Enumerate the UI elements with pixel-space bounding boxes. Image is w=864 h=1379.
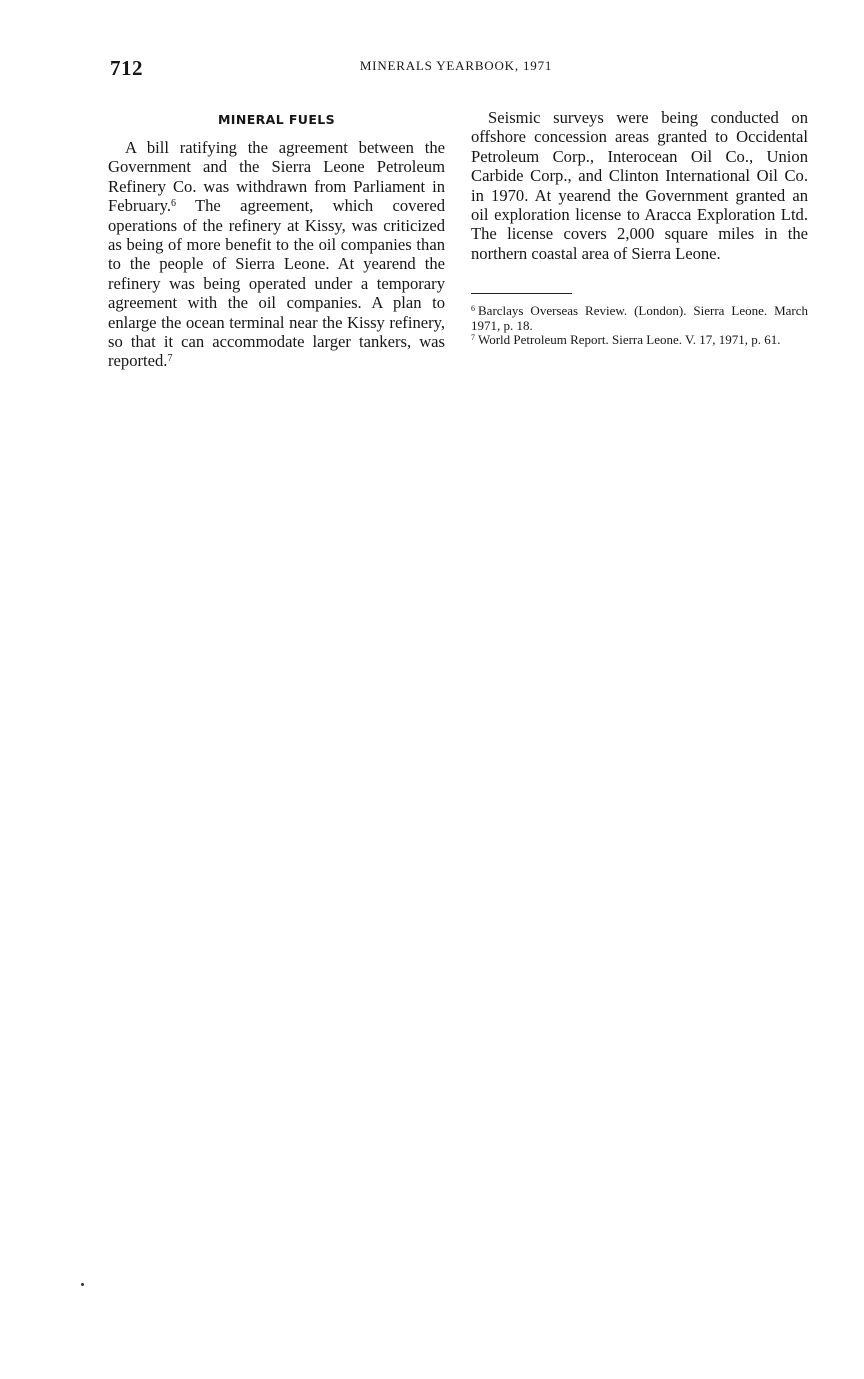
footnote-7-text: World Petroleum Report. Sierra Leone. V. 17, 1971, p. 61. bbox=[478, 332, 781, 348]
page-number: 712 bbox=[110, 56, 143, 80]
footnote-rule bbox=[471, 293, 572, 294]
paragraph-text-part-2: The agreement, which covered operations of the refinery at Kissy, was criticized as being of more benefit to the oil companies than to the people of Sierra Leone. At yearend the refinery was being operated under a temporary agreement with the oil companies. A plan to enlarge the ocean terminal near the Kissy refinery, so that it can accommodate larger tankers, was reported. bbox=[108, 196, 445, 371]
footnote-6 bbox=[471, 304, 808, 333]
footnote-7 bbox=[471, 333, 808, 348]
footnote-7-number: 7 bbox=[471, 333, 475, 343]
running-header: MINERALS YEARBOOK, 1971 bbox=[359, 58, 553, 73]
seismic-surveys-paragraph: Seismic surveys were being conducted on offshore concession areas granted to Occidental Petroleum Corp., Interocean Oil Co., Union Carbide Corp., and Clinton International Oil Co. in 1970. At yearend the Government granted an oil exploration license to Aracca Exploration Ltd. The license covers 2,000 square miles in the northern coastal area of Sierra Leone. bbox=[471, 108, 808, 263]
paragraph-text-part-1: A bill ratifying the agreement between the Government and the Sierra Leone Petroleum Refinery Co. was withdrawn from Parliament in February. bbox=[108, 138, 445, 216]
footnote-ref-6: 6 bbox=[170, 198, 176, 210]
section-heading: MINERAL FUELS bbox=[217, 112, 336, 127]
footnote-ref-7: 7 bbox=[167, 353, 173, 365]
scan-speck bbox=[81, 1283, 84, 1286]
mineral-fuels-paragraph bbox=[108, 138, 445, 371]
right-column bbox=[471, 106, 808, 348]
footnote-6-text: Barclays Overseas Review. (London). Sierra Leone. March 1971, p. 18. bbox=[471, 303, 808, 333]
footnote-6-number: 6 bbox=[471, 304, 475, 314]
left-column bbox=[108, 106, 445, 371]
